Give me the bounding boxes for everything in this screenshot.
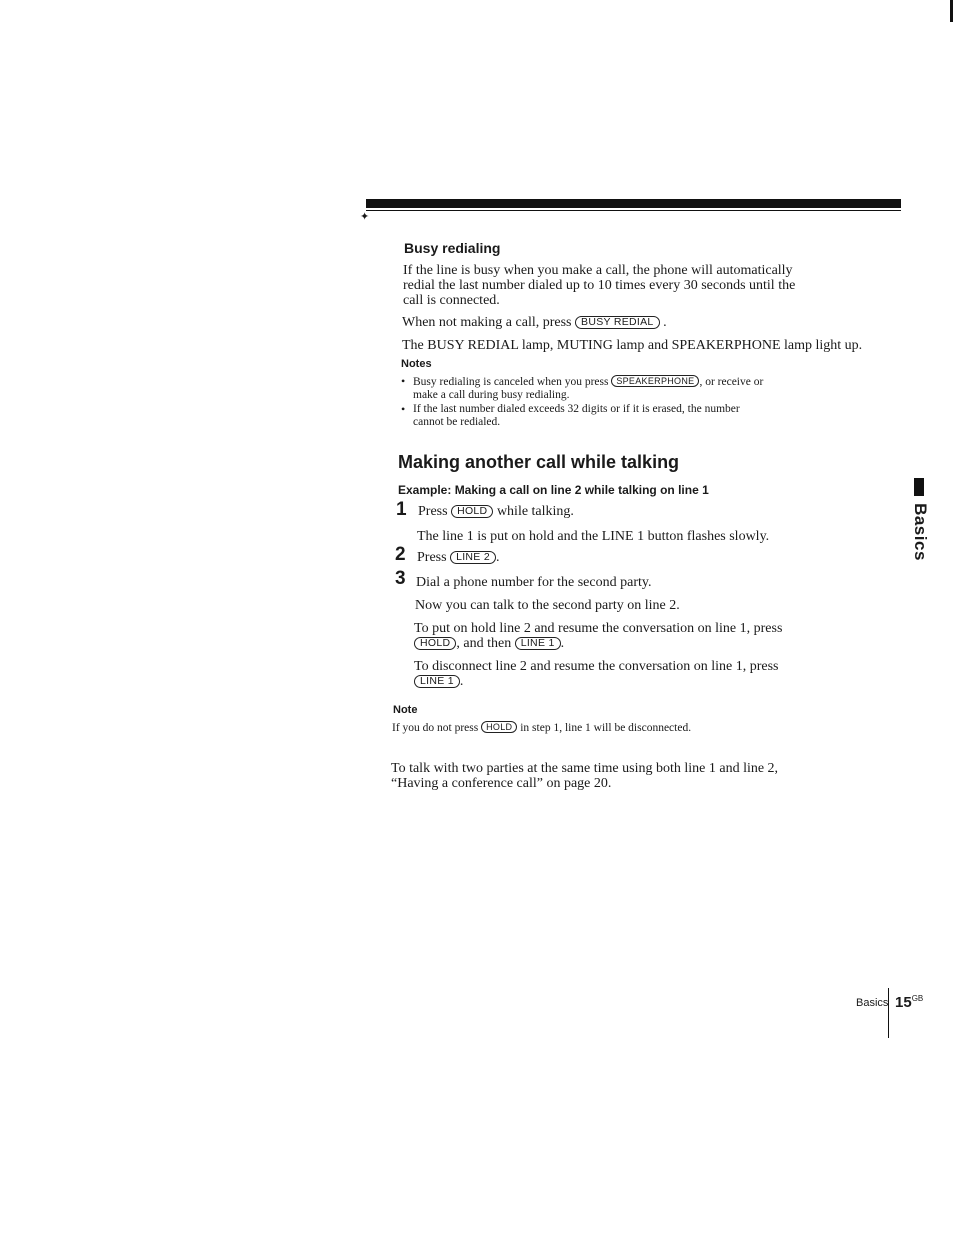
hold-key: HOLD: [451, 505, 493, 518]
example-heading: Example: Making a call on line 2 while talking on line 1: [398, 483, 709, 497]
step-number: 1: [396, 499, 407, 520]
busy-redial-instruction: When not making a call, press BUSY REDIAL .: [402, 315, 667, 330]
footer-section-label: Basics: [856, 997, 889, 1009]
line-1-key: LINE 1: [414, 675, 460, 688]
conference-reference: To talk with two parties at the same time using both line 1 and line 2, “Having a conference call” on page 20.: [391, 761, 779, 791]
rule-tick: ✦: [360, 211, 370, 223]
note-item: • Busy redialing is canceled when you press SPEAKERPHONE , or receive or make a call during busy redialing.: [401, 374, 764, 401]
notes-label: Notes: [401, 358, 432, 370]
busy-redial-key: BUSY REDIAL: [575, 316, 660, 329]
note-text: If you do not press HOLD in step 1, line 1 will be disconnected.: [392, 722, 692, 734]
hold-resume-paragraph: To put on hold line 2 and resume the conversation on line 1, press HOLD , and then LINE 1 .: [414, 621, 783, 651]
note-item: • If the last number dialed exceeds 32 digits or if it is erased, the number cannot be redialed.: [401, 402, 740, 428]
line-1-key: LINE 1: [515, 637, 561, 650]
disconnect-paragraph: To disconnect line 2 and resume the conversation on line 1, press LINE 1 .: [414, 659, 779, 689]
line-2-key: LINE 2: [450, 551, 496, 564]
side-tab-label: Basics: [911, 503, 930, 561]
note-label: Note: [393, 704, 418, 716]
step-3-text: Dial a phone number for the second party.: [416, 575, 652, 590]
busy-redialing-paragraph: If the line is busy when you make a call, the phone will automatically redial the last number dialed up to 10 times every 30 seconds until the call is connected.: [403, 263, 796, 308]
busy-redialing-heading: Busy redialing: [404, 240, 501, 256]
hold-key: HOLD: [481, 721, 517, 733]
step-3-detail: Now you can talk to the second party on line 2.: [415, 598, 680, 613]
step-1-detail: The line 1 is put on hold and the LINE 1 button flashes slowly.: [417, 529, 770, 544]
footer-divider: [888, 988, 889, 1038]
lamps-text: The BUSY REDIAL lamp, MUTING lamp and SPEAKERPHONE lamp light up.: [402, 338, 863, 353]
section-rule: [366, 199, 901, 208]
making-another-call-title: Making another call while talking: [398, 452, 680, 472]
step-2-text: Press LINE 2 .: [417, 550, 500, 565]
hold-key: HOLD: [414, 637, 456, 650]
speakerphone-key: SPEAKERPHONE: [611, 375, 699, 387]
edge-mark: [950, 0, 953, 22]
step-number: 3: [395, 568, 406, 589]
page-number: 15$^{GB}$: [895, 994, 924, 1011]
step-1-text: Press HOLD while talking.: [418, 504, 574, 519]
step-number: 2: [395, 544, 406, 565]
